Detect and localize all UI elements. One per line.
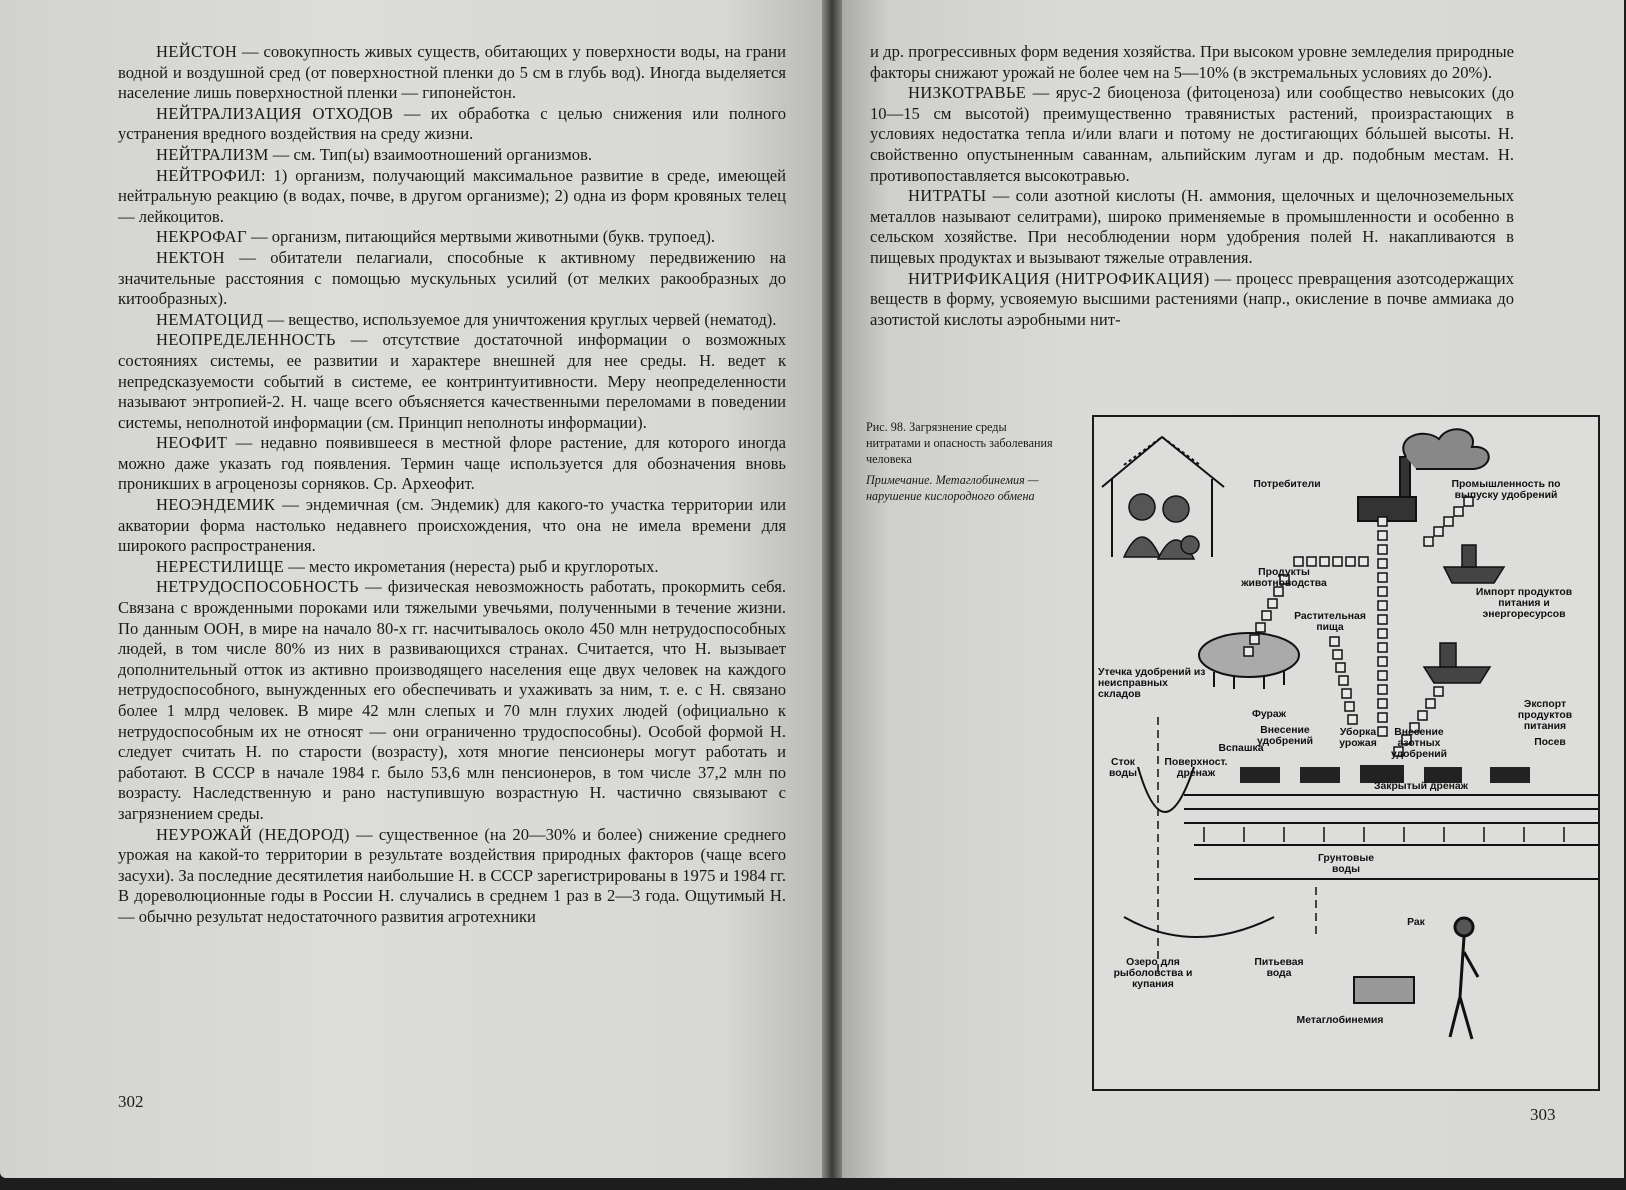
entry-definition: — эндемичная (см. Эндемик) для какого-то участка территории или акватории форма настолько недавнего происхождения, что она не имела времени для широкого распространения. xyxy=(118,495,786,556)
dictionary-entry xyxy=(118,166,786,228)
entry-definition: — существенное (на 20—30% и более) снижение среднего урожая на какой-то территории в результате воздействия природных факторов (чаще всего засухи). За последние десятилетия наибольшие Н. в СССР зарегистрированы в 1975 и 1984 гг. В дореволюционные годы в России Н. случались в среднем 1 раз в 2—3 года. Ощутимый Н.— обычно результат недостаточного развития агротехники xyxy=(118,824,786,926)
entry-term: НЕЙТРАЛИЗМ xyxy=(156,144,269,164)
dictionary-entry xyxy=(118,104,786,145)
chain-box xyxy=(1378,531,1387,540)
dictionary-entry xyxy=(870,83,1514,186)
entry-term: НИТРИФИКАЦИЯ (НИТРОФИКАЦИЯ) xyxy=(908,268,1210,288)
entry-definition: — вещество, используемое для уничтожения круглых червей (нематод). xyxy=(263,309,777,329)
chain-box xyxy=(1294,557,1303,566)
page-number-left: 302 xyxy=(118,1092,144,1111)
ship-import xyxy=(1444,545,1504,583)
chain-box xyxy=(1378,615,1387,624)
label-fertilizing-2: Внесение азотных удобрений xyxy=(1390,727,1448,760)
house-drawing xyxy=(1102,437,1224,557)
right-column xyxy=(870,42,1514,330)
dictionary-entry xyxy=(118,330,786,433)
entry-definition: — обитатели пелагиали, способные к активному передвижению на значительные расстояния с помощью мускульных усилий (от мелких ракообразных до китообразных). xyxy=(118,247,786,309)
chain-box xyxy=(1378,601,1387,610)
chain-box xyxy=(1378,629,1387,638)
entry-definition: — соли азотной кислоты (Н. аммония, щелочных и щелочноземельных металлов называют селитрами), широко применяемые в промышленности и особенно в сельском хозяйстве. При несоблюдении норм удобрения полей Н. накапливаются в пищевых продуктах и вызывают тяжелые отравления. xyxy=(870,186,1514,267)
entry-term: НЕМАТОЦИД xyxy=(156,309,264,329)
entry-definition: — совокупность живых существ, обитающих у поверхности воды, на грани водной и воздушной сред (от поверхностной пленки до 5 см в глубь вод). Иногда выделяется население лишь поверхностной пленки — гипонейстон. xyxy=(118,42,786,103)
label-cancer: Рак xyxy=(1407,917,1425,928)
chain-box xyxy=(1378,559,1387,568)
label-consumers: Потребители xyxy=(1253,479,1321,490)
chain-box xyxy=(1424,537,1433,546)
entry-term: НЕУРОЖАЙ (НЕДОРОД) xyxy=(156,824,350,844)
entry-definition: — ярус-2 биоценоза (фитоценоза) или сообщество невысоких (до 10—15 см высотой) преимущественно травянистых растений, произрастающих в условиях недостатка тепла и/или влаги и потому не достигающих бóльшей высоты. Н. свойственно опустыненным саваннам, альпийским лугам и др. подобным местам. Н. противопоставляется высокотравью. xyxy=(870,83,1514,185)
chain-box xyxy=(1378,573,1387,582)
dictionary-entry xyxy=(118,495,786,557)
chain-box xyxy=(1418,711,1427,720)
chain-box xyxy=(1320,557,1329,566)
entry-term: НЕЙТРАЛИЗАЦИЯ ОТХОДОВ xyxy=(156,103,394,123)
label-import: Импорт продуктов питания и энергоресурсов xyxy=(1475,587,1573,620)
entry-definition: — физическая невозможность работать, прокормить себя. Связана с врожденными пороками или тяжелыми увечьями, полученными в течение жизни. По данным ООН, в мире на начало 80-х гг. насчитывалось около 450 млн нетрудоспособных людей, в том числе 80% из них в развивающихся странах. Считается, что Н. вызывает дополнительный отток из активно производящего населения еще двух человек на каждого нетрудоспособного, вынужденных его обеспечивать и ухаживать за ним, т. е. с Н. связано более 1 млрд человек. В мире 42 млн слепых и 70 млн глухих людей (официально к нетрудоспособным их не относят — они ограниченно трудоспособны). Особой формой Н. следует считать Н. по старости (возрасту), хотя многие пенсионеры могут работать и работают. В СССР в начале 1984 г. было 53,6 млн пенсионеров, в том числе 37,2 млн по возрасту. Наследственную и рано наступившую возрастную Н. частично связывают с загрязнением среды. xyxy=(118,577,786,823)
entry-definition: — их обработка с целью снижения или полного устранения вредного воздействия на среду жизни. xyxy=(118,103,786,144)
chain-box xyxy=(1262,611,1271,620)
chain-box xyxy=(1434,527,1443,536)
entry-term: НЕРЕСТИЛИЩЕ xyxy=(156,556,285,576)
ship-export xyxy=(1424,643,1490,683)
dictionary-entry xyxy=(118,310,786,331)
label-plowing: Вспашка xyxy=(1218,743,1264,754)
label-plant-food: Растительная пища xyxy=(1294,611,1366,633)
entry-definition: : 1) организм, получающий максимальное развитие в среде, имеющей нейтральную реакцию (в водах, почве, в другом организме); 2) одна из форм кровяных телец — лейкоцитов. xyxy=(118,165,786,226)
left-column xyxy=(118,42,786,928)
chain-box xyxy=(1333,650,1342,659)
figure-caption: Рис. 98. Загрязнение среды нитратами и опасность заболевания человека xyxy=(866,420,1053,466)
label-harvest: Уборка урожая xyxy=(1339,727,1377,749)
entry-definition: — место икрометания (нереста) рыб и круглоротых. xyxy=(284,556,659,576)
dictionary-entry xyxy=(118,577,786,824)
label-surface-drainage: Поверхност. дренаж xyxy=(1164,757,1228,779)
label-lake: Озеро для рыболовства и купания xyxy=(1113,957,1193,990)
dictionary-entry xyxy=(118,433,786,495)
label-leak: Утечка удобрений из неисправных складов xyxy=(1098,667,1206,700)
entry-term: НЕКТОН xyxy=(156,247,225,267)
label-industry: Промышленность по выпуску удобрений xyxy=(1451,479,1561,501)
label-export: Экспорт продуктов питания xyxy=(1517,699,1573,732)
chain-box xyxy=(1244,647,1253,656)
chain-box xyxy=(1345,702,1354,711)
label-animal-products: Продукты животноводства xyxy=(1241,567,1327,589)
chain-box xyxy=(1378,685,1387,694)
dictionary-entry xyxy=(870,42,1514,83)
entry-definition: — недавно появившееся в местной флоре растение, для которого иногда можно даже указать год появления. Термин чаще используется для обозначения вновь проникших в агроценозы сорняков. Ср. Археофит. xyxy=(118,433,786,494)
baby-cradle xyxy=(1354,977,1414,1003)
chain-box xyxy=(1378,657,1387,666)
chain-box xyxy=(1346,557,1355,566)
entry-term: НЕОПРЕДЕЛЕННОСТЬ xyxy=(156,330,336,350)
entry-term: НЕОФИТ xyxy=(156,433,228,453)
chain-box xyxy=(1378,671,1387,680)
chain-box xyxy=(1307,557,1316,566)
label-closed-drainage: Закрытый дренаж xyxy=(1373,781,1469,792)
down-arrows xyxy=(1158,717,1564,977)
dictionary-entry xyxy=(118,145,786,166)
entry-definition: — см. Тип(ы) взаимоотношений организмов. xyxy=(268,144,593,164)
human-figure xyxy=(1450,918,1478,1039)
label-methemoglobinemia: Метаглобинемия xyxy=(1296,1015,1384,1026)
people-consumers xyxy=(1124,494,1199,559)
chain-box xyxy=(1342,689,1351,698)
entry-definition: и др. прогрессивных форм ведения хозяйства. При высоком уровне земледелия природные факторы снижают урожай не более чем на 5—10% (в экстремальных условиях до 20%). xyxy=(870,42,1514,82)
chain-box xyxy=(1250,635,1259,644)
chain-box xyxy=(1330,637,1339,646)
chain-box xyxy=(1378,517,1387,526)
chain-box xyxy=(1348,715,1357,724)
figure-note: Примечание. Метаглобинемия — нарушение кислородного обмена xyxy=(866,473,1039,504)
factory-drawing xyxy=(1358,429,1489,521)
entry-term: НИЗКОТРАВЬЕ xyxy=(908,83,1027,103)
entry-definition: — процесс превращения азотсодержащих веществ в форму, усвояемую высшими растениями (напр., окисление в почве аммиака до азотистой кислоты аэробными нит- xyxy=(870,268,1514,329)
label-fodder: Фураж xyxy=(1251,709,1286,720)
entry-term: НЕТРУДОСПОСОБНОСТЬ xyxy=(156,577,359,597)
chain-box xyxy=(1336,663,1345,672)
label-runoff: Сток воды xyxy=(1109,757,1137,779)
dictionary-entry xyxy=(870,269,1514,331)
label-sowing: Посев xyxy=(1534,737,1566,748)
entry-term: НИТРАТЫ xyxy=(908,186,987,206)
label-groundwater: Грунтовые воды xyxy=(1317,853,1375,875)
chain-box xyxy=(1378,587,1387,596)
dictionary-entry xyxy=(118,227,786,248)
page-number-right: 303 xyxy=(1530,1105,1556,1124)
pig-drawing xyxy=(1199,633,1299,689)
chain-box xyxy=(1378,545,1387,554)
entry-term: НЕЙТРОФИЛ xyxy=(156,165,261,185)
ground-layers xyxy=(1124,767,1598,937)
chain-box xyxy=(1339,676,1348,685)
dictionary-entry xyxy=(118,557,786,578)
label-drinking-water: Питьевая вода xyxy=(1254,957,1304,979)
entry-definition: — организм, питающийся мертвыми животными (букв. трупоед). xyxy=(246,227,716,247)
chain-box xyxy=(1378,699,1387,708)
chain-box xyxy=(1378,643,1387,652)
nitrate-pollution-figure xyxy=(1092,415,1600,1091)
dictionary-entry xyxy=(870,186,1514,268)
book-gutter xyxy=(822,0,842,1178)
entry-term: НЕКРОФАГ xyxy=(156,227,247,247)
label-fertilizing-1: Внесение удобрений xyxy=(1256,725,1314,747)
figure-caption-block xyxy=(866,420,1056,505)
entry-term: НЕЙСТОН xyxy=(156,42,238,61)
chain-box xyxy=(1434,687,1443,696)
entry-definition: — отсутствие достаточной информации о возможных состояниях системы, ее развитии и характере внешней для нее среды. Н. ведет к непредсказуемости событий в системе, ее контринтуитивности. Меру неопределенности называют энтропией-2. Н. чаще всего объясняется качественными переломами в поведении системы, неполнотой информации (см. Принцип неполноты информации). xyxy=(118,330,786,432)
dictionary-entry xyxy=(118,42,786,104)
chain-box xyxy=(1333,557,1342,566)
chain-box xyxy=(1426,699,1435,708)
chain-box xyxy=(1378,713,1387,722)
right-page xyxy=(842,0,1624,1178)
chain-box xyxy=(1268,599,1277,608)
chain-box xyxy=(1256,623,1265,632)
chain-box xyxy=(1444,517,1453,526)
dictionary-entry xyxy=(118,248,786,310)
chain-box xyxy=(1454,507,1463,516)
dictionary-entry xyxy=(118,825,786,928)
entry-term: НЕОЭНДЕМИК xyxy=(156,495,276,515)
chain-box xyxy=(1359,557,1368,566)
